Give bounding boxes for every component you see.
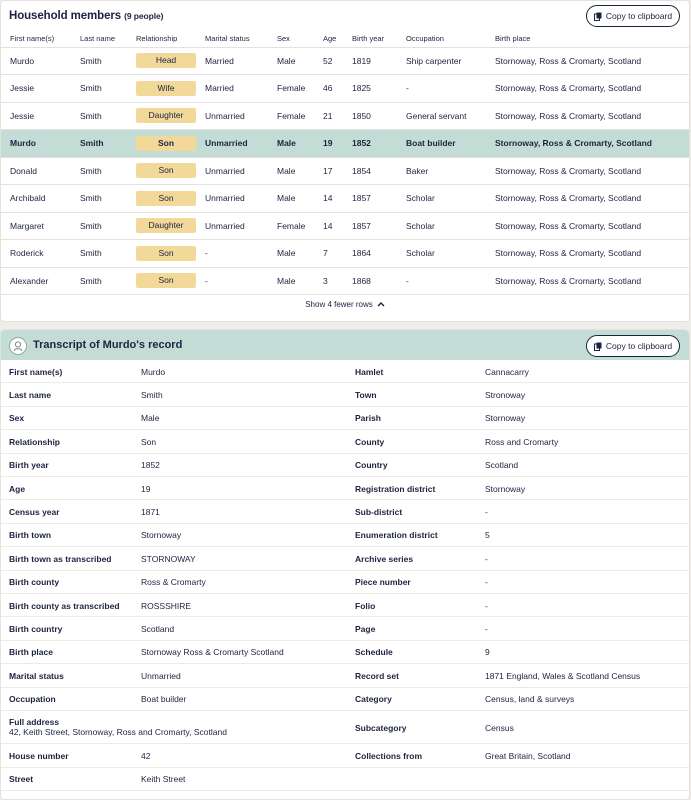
cell-marital-status: Married	[205, 47, 277, 75]
field-value: Smith	[141, 390, 163, 401]
field-label: Collections from	[355, 751, 423, 762]
copy-icon	[594, 342, 602, 351]
field-label: Archive series	[355, 553, 414, 564]
cell-sex: Female	[277, 75, 323, 103]
field-value: 9	[485, 647, 490, 658]
cell-birth-place: Stornoway, Ross & Cromarty, Scotland	[495, 102, 689, 130]
field-label: Last name	[9, 390, 52, 401]
field-value: 42, Keith Street, Stornoway, Ross and Cromarty, Scotland	[9, 727, 227, 737]
transcript-header	[1, 330, 689, 360]
field-value: Boat builder	[141, 694, 187, 705]
field-value: Murdo	[141, 366, 166, 377]
cell-birth-year: 1850	[352, 102, 406, 130]
cell-relationship	[136, 240, 205, 268]
cell-marital-status: -	[205, 240, 277, 268]
column-header-birth-year[interactable]: Birth year	[352, 31, 406, 47]
field-label: Enumeration district	[355, 530, 438, 541]
field-value: -	[485, 577, 488, 588]
table-row[interactable]	[1, 157, 689, 185]
cell-relationship	[136, 157, 205, 185]
cell-relationship	[136, 212, 205, 240]
cell-occupation: Scholar	[406, 185, 495, 213]
field-label: Record set	[355, 670, 399, 681]
person-avatar-icon	[9, 337, 27, 355]
table-row[interactable]	[1, 185, 689, 213]
transcript-row	[1, 664, 689, 687]
column-header-relationship[interactable]: Relationship	[136, 31, 205, 47]
cell-marital-status: Unmarried	[205, 212, 277, 240]
field-label: Folio	[355, 600, 376, 611]
cell-last-name: Smith	[80, 47, 136, 75]
household-members-header	[1, 1, 689, 31]
cell-birth-year: 1864	[352, 240, 406, 268]
field-value: 42	[141, 751, 151, 762]
field-label: Full address	[9, 717, 60, 727]
cell-marital-status: Married	[205, 75, 277, 103]
cell-last-name: Smith	[80, 157, 136, 185]
field-label: House number	[9, 751, 69, 762]
cell-sex: Male	[277, 240, 323, 268]
household-members-count: (9 people)	[124, 11, 164, 21]
field-label: Age	[9, 483, 26, 494]
field-value: Census, land & surveys	[485, 694, 575, 705]
cell-sex: Male	[277, 47, 323, 75]
relationship-badge: Son	[136, 163, 196, 178]
cell-last-name: Smith	[80, 267, 136, 295]
transcript-title: Transcript of Murdo's record	[33, 339, 183, 351]
transcript-row	[1, 360, 689, 383]
field-label: First name(s)	[9, 366, 63, 377]
cell-first-name: Margaret	[1, 212, 80, 240]
cell-marital-status: Unmarried	[205, 185, 277, 213]
relationship-badge: Son	[136, 273, 196, 288]
field-label: Town	[355, 390, 377, 401]
field-label: Country	[355, 460, 388, 471]
field-label: Birth town as transcribed	[9, 553, 112, 564]
field-label: Piece number	[355, 577, 411, 588]
field-label: Schedule	[355, 647, 393, 658]
field-value: 1871	[141, 507, 160, 518]
relationship-badge: Son	[136, 136, 196, 151]
transcript-row	[1, 477, 689, 500]
cell-age: 3	[323, 267, 352, 295]
table-header-row	[1, 31, 689, 47]
cell-relationship	[136, 75, 205, 103]
field-value: Unmarried	[141, 670, 181, 681]
cell-occupation: Ship carpenter	[406, 47, 495, 75]
cell-age: 52	[323, 47, 352, 75]
transcript-row	[1, 641, 689, 664]
cell-age: 19	[323, 130, 352, 158]
cell-birth-place: Stornoway, Ross & Cromarty, Scotland	[495, 75, 689, 103]
field-value: -	[485, 600, 488, 611]
cell-sex: Male	[277, 185, 323, 213]
field-value: Census	[485, 722, 514, 733]
cell-occupation: Baker	[406, 157, 495, 185]
cell-relationship	[136, 185, 205, 213]
copy-transcript-button[interactable]	[586, 335, 680, 357]
cell-sex: Female	[277, 102, 323, 130]
field-label: Category	[355, 694, 392, 705]
cell-birth-place: Stornoway, Ross & Cromarty, Scotland	[495, 240, 689, 268]
cell-birth-year: 1857	[352, 185, 406, 213]
cell-first-name: Donald	[1, 157, 80, 185]
relationship-badge: Head	[136, 53, 196, 68]
field-value: -	[485, 507, 488, 518]
field-value: 1871 England, Wales & Scotland Census	[485, 670, 641, 681]
cell-sex: Male	[277, 130, 323, 158]
field-value: Ross and Cromarty	[485, 436, 559, 447]
column-header-first-name[interactable]: First name(s)	[1, 31, 80, 47]
field-value: Stornoway Ross & Cromarty Scotland	[141, 647, 284, 658]
field-label: Registration district	[355, 483, 436, 494]
cell-marital-status: Unmarried	[205, 102, 277, 130]
cell-age: 17	[323, 157, 352, 185]
relationship-badge: Son	[136, 246, 196, 261]
transcript-row	[1, 617, 689, 640]
transcript-row	[1, 547, 689, 570]
cell-age: 14	[323, 212, 352, 240]
household-members-title	[9, 10, 163, 22]
relationship-badge: Daughter	[136, 218, 196, 233]
transcript-row	[1, 571, 689, 594]
cell-first-name: Murdo	[1, 47, 80, 75]
field-value: Male	[141, 413, 160, 424]
cell-age: 7	[323, 240, 352, 268]
transcript-row	[1, 500, 689, 523]
field-value: ROSSSHIRE	[141, 600, 192, 611]
field-label: Occupation	[9, 694, 56, 705]
cell-first-name: Roderick	[1, 240, 80, 268]
cell-birth-year: 1857	[352, 212, 406, 240]
cell-birth-place: Stornoway, Ross & Cromarty, Scotland	[495, 47, 689, 75]
cell-last-name: Smith	[80, 75, 136, 103]
relationship-badge: Wife	[136, 81, 196, 96]
cell-birth-place: Stornoway, Ross & Cromarty, Scotland	[495, 212, 689, 240]
transcript-row	[1, 383, 689, 406]
field-value: 19	[141, 483, 151, 494]
household-members-card	[0, 0, 690, 322]
cell-age: 14	[323, 185, 352, 213]
transcript-row	[1, 744, 689, 767]
field-value: Great Britain, Scotland	[485, 751, 571, 762]
field-label: Sub-district	[355, 507, 403, 518]
cell-occupation: -	[406, 75, 495, 103]
cell-birth-year: 1852	[352, 130, 406, 158]
field-label: Census year	[9, 507, 60, 518]
show-fewer-label: Show 4 fewer rows	[305, 299, 373, 309]
household-members-title-text: Household members	[9, 10, 122, 22]
table-row[interactable]	[1, 102, 689, 130]
field-value: Stornoway	[485, 483, 526, 494]
column-header-birth-place[interactable]: Birth place	[495, 31, 689, 47]
cell-relationship	[136, 267, 205, 295]
cell-sex: Male	[277, 157, 323, 185]
household-members-rows	[1, 47, 689, 295]
field-label: Marital status	[9, 670, 64, 681]
transcript-row	[1, 768, 689, 791]
field-label: Street	[9, 774, 34, 785]
cell-occupation: Scholar	[406, 212, 495, 240]
table-row[interactable]	[1, 75, 689, 103]
cell-birth-place: Stornoway, Ross & Cromarty, Scotland	[495, 267, 689, 295]
field-value: -	[485, 624, 488, 635]
field-value: Scotland	[485, 460, 519, 471]
relationship-badge: Son	[136, 191, 196, 206]
cell-sex: Female	[277, 212, 323, 240]
cell-first-name: Archibald	[1, 185, 80, 213]
cell-last-name: Smith	[80, 240, 136, 268]
field-label: Sex	[9, 413, 25, 424]
table-row[interactable]	[1, 212, 689, 240]
field-value: Son	[141, 436, 157, 447]
cell-birth-year: 1868	[352, 267, 406, 295]
table-row[interactable]	[1, 267, 689, 295]
cell-marital-status: -	[205, 267, 277, 295]
cell-age: 21	[323, 102, 352, 130]
table-row[interactable]	[1, 47, 689, 75]
column-header-occupation[interactable]: Occupation	[406, 31, 495, 47]
household-members-table	[1, 31, 689, 295]
field-value: Stornoway	[485, 413, 526, 424]
relationship-badge: Daughter	[136, 108, 196, 123]
cell-occupation: General servant	[406, 102, 495, 130]
field-value: Cannacarry	[485, 366, 529, 377]
chevron-up-icon	[377, 300, 385, 309]
transcript-row	[1, 430, 689, 453]
field-value: 1852	[141, 460, 160, 471]
field-value: Ross & Cromarty	[141, 577, 206, 588]
field-label: Birth county as transcribed	[9, 600, 120, 611]
cell-marital-status: Unmarried	[205, 157, 277, 185]
field-value: 5	[485, 530, 490, 541]
field-value: Stronoway	[485, 390, 526, 401]
cell-occupation: Scholar	[406, 240, 495, 268]
cell-birth-year: 1854	[352, 157, 406, 185]
cell-relationship	[136, 130, 205, 158]
cell-last-name: Smith	[80, 185, 136, 213]
field-label: County	[355, 436, 385, 447]
field-label: Subcategory	[355, 722, 407, 733]
field-label: Relationship	[9, 436, 61, 447]
cell-birth-year: 1825	[352, 75, 406, 103]
cell-age: 46	[323, 75, 352, 103]
transcript-row	[1, 688, 689, 711]
cell-birth-year: 1819	[352, 47, 406, 75]
transcript-row	[1, 454, 689, 477]
cell-first-name: Jessie	[1, 75, 80, 103]
cell-relationship	[136, 47, 205, 75]
cell-first-name: Murdo	[1, 130, 80, 158]
field-label: Birth country	[9, 624, 63, 635]
copy-household-button[interactable]	[586, 5, 680, 27]
cell-last-name: Smith	[80, 130, 136, 158]
field-label: Birth year	[9, 460, 49, 471]
transcript-row	[1, 594, 689, 617]
cell-last-name: Smith	[80, 102, 136, 130]
copy-icon	[594, 12, 602, 21]
field-label: Hamlet	[355, 366, 384, 377]
column-header-marital-status[interactable]: Marital status	[205, 31, 277, 47]
show-fewer-rows-button[interactable]	[1, 295, 689, 313]
column-header-sex[interactable]: Sex	[277, 31, 323, 47]
field-label: Parish	[355, 413, 381, 424]
field-label: Birth place	[9, 647, 53, 658]
field-value: Keith Street	[141, 774, 186, 785]
transcript-row	[1, 524, 689, 547]
cell-occupation: Boat builder	[406, 130, 495, 158]
field-label: Birth town	[9, 530, 52, 541]
field-value: STORNOWAY	[141, 553, 196, 564]
field-value: -	[485, 553, 488, 564]
cell-occupation: -	[406, 267, 495, 295]
cell-relationship	[136, 102, 205, 130]
transcript-row	[1, 711, 689, 744]
cell-birth-place: Stornoway, Ross & Cromarty, Scotland	[495, 185, 689, 213]
transcript-card	[0, 329, 690, 800]
column-header-last-name[interactable]: Last name	[80, 31, 136, 47]
column-header-age[interactable]: Age	[323, 31, 352, 47]
cell-first-name: Jessie	[1, 102, 80, 130]
table-row[interactable]	[1, 130, 689, 158]
cell-birth-place: Stornoway, Ross & Cromarty, Scotland	[495, 157, 689, 185]
field-value: Scotland	[141, 624, 175, 635]
field-value: Stornoway	[141, 530, 182, 541]
cell-birth-place: Stornoway, Ross & Cromarty, Scotland	[495, 130, 689, 158]
cell-last-name: Smith	[80, 212, 136, 240]
copy-transcript-label: Copy to clipboard	[605, 341, 673, 351]
field-label: Page	[355, 624, 376, 635]
field-label: Birth county	[9, 577, 60, 588]
copy-household-label: Copy to clipboard	[605, 11, 673, 21]
cell-marital-status: Unmarried	[205, 130, 277, 158]
table-row[interactable]	[1, 240, 689, 268]
transcript-row	[1, 407, 689, 430]
cell-first-name: Alexander	[1, 267, 80, 295]
cell-sex: Male	[277, 267, 323, 295]
